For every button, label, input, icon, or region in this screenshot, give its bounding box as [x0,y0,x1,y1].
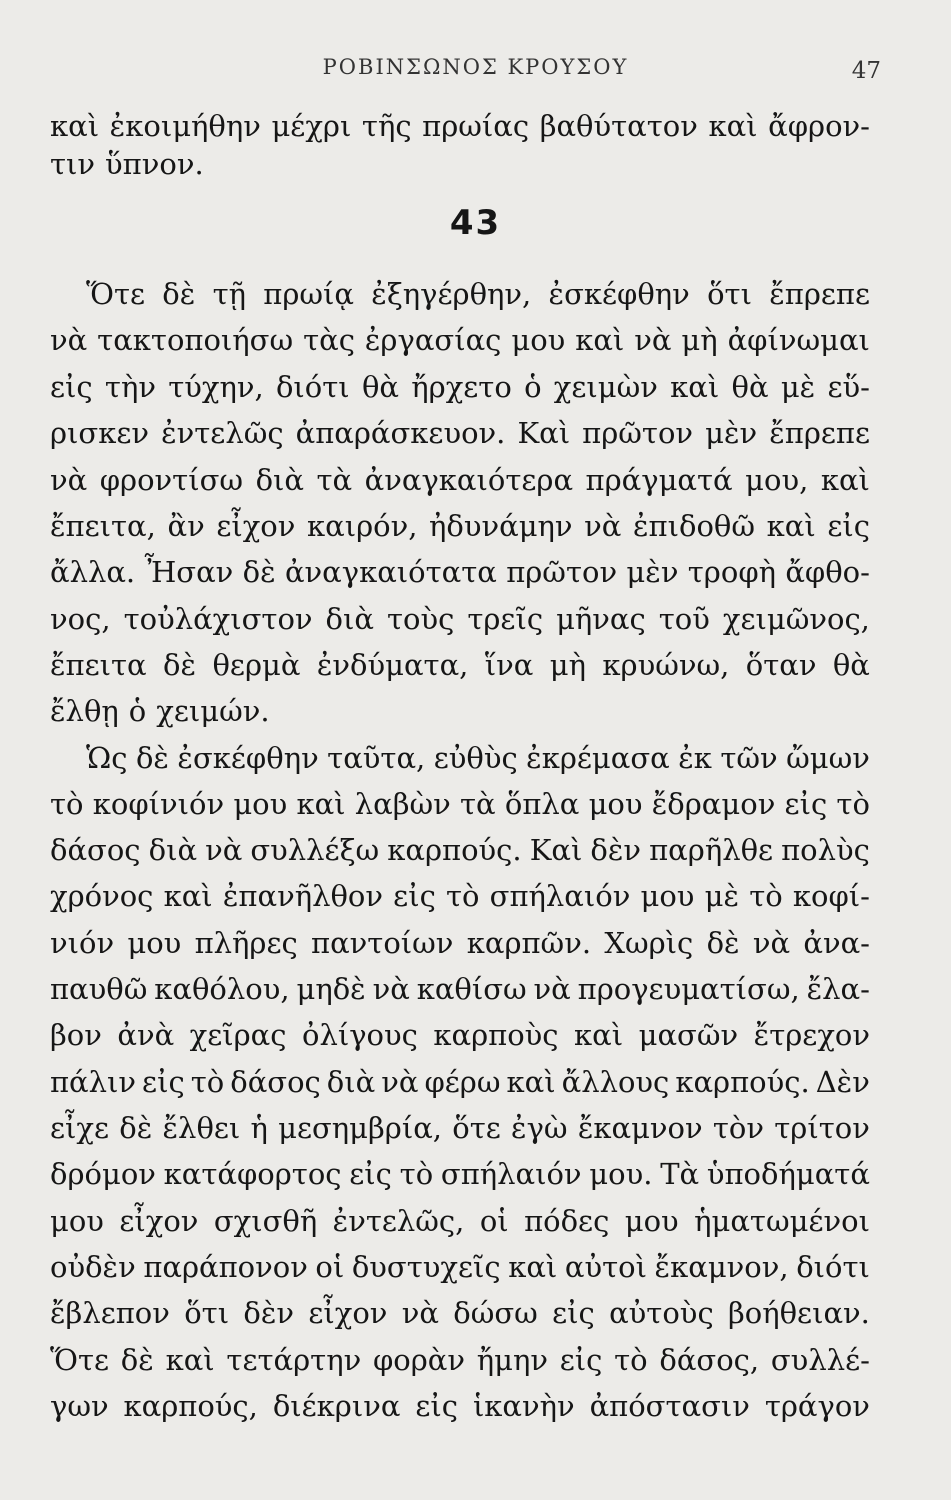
word: πάλιν [50,1065,137,1099]
word: ἐκοιμήθην [109,109,261,143]
word: εὐθὺς [433,741,518,775]
word: ὅτι [707,277,752,311]
word: οἱ [315,1250,345,1284]
word: θὰ [361,370,399,404]
word: διότι [796,1250,870,1284]
word: καὶ [163,879,213,913]
text-line [50,1383,870,1429]
word: εἶχον [308,1296,388,1330]
word: μὲ [704,879,740,913]
word: θὰ [731,370,769,404]
text-line [50,503,870,549]
word: ἐσκέφθην [177,741,319,775]
word: ἐκ [678,741,712,775]
word: νὰ [205,833,243,867]
word: θερμὰ [212,648,301,682]
text-line [50,317,870,363]
word: τὸ [50,787,84,821]
word: εἰς [393,879,436,913]
word: γων [50,1389,109,1423]
text-line [50,549,870,595]
word: καθίσω [416,972,527,1006]
text-line [50,1012,870,1058]
word: βον [50,1018,102,1052]
word: κρυώνω, [602,648,730,682]
word: παντοίων [311,926,454,960]
text-line [50,1105,870,1151]
word: ἐντελῶς [161,416,284,450]
word: τὸ [614,1343,648,1377]
word: ἔλα- [806,972,870,1006]
word: συλλέ- [770,1343,870,1377]
text-line [50,1059,870,1105]
word: ὕπνον. [105,147,204,181]
word: ταῦτα, [327,741,426,775]
word: νὰ [634,323,672,357]
word: εἰς [559,1343,603,1377]
word: ἐγὼ [511,1111,568,1145]
word: δάσος [230,1065,321,1099]
word: ἵνα [484,648,534,682]
word: χρόνος [50,879,154,913]
word: τὴν [104,370,156,404]
word: νὰ [381,1065,419,1099]
word: τιν [50,147,96,181]
word: μου [588,787,643,821]
word: πρῶτον [506,555,618,589]
text-line [50,920,870,966]
text-line [86,271,870,317]
word: Καὶ [517,416,571,450]
word: χειμών. [156,694,270,728]
text-line [50,1244,870,1290]
text-line [50,596,870,642]
word: Ὅτε [86,277,146,311]
word: ἐκρέμασα [526,741,670,775]
word: ἐσκέφθην [548,277,690,311]
word: καὶ [574,1018,624,1052]
word: παυθῶ [50,972,148,1006]
word: μου, [745,463,809,497]
word: ἄφρον- [768,109,870,143]
word: δρόμον [50,1157,156,1191]
word: σχισθῆ [213,1204,318,1238]
word: Ὅτε [50,1343,110,1377]
word: ἔδραμον [651,787,776,821]
word: ἔτρεχον [753,1018,870,1052]
word: μου [233,787,288,821]
word: ἐνδύματα, [316,648,469,682]
word: μὲ [780,370,816,404]
word: καὶ [506,1065,556,1099]
word: καρποὺς [433,1018,559,1052]
word: ἀνα- [803,926,870,960]
word: πρωίᾳ [263,277,354,311]
word: πόδες [524,1204,610,1238]
word: μῆνας [556,602,646,636]
word: Τὰ [660,1157,700,1191]
word: καὶ [508,1250,558,1284]
word: ὅτι [184,1296,230,1330]
word: νος, [50,602,111,636]
word: εἶχε [50,1111,109,1145]
word: τὸν [712,1111,765,1145]
text-line [50,781,870,827]
word: καιρόν, [306,509,418,543]
word: καρπούς. [675,1065,810,1099]
word: ὅταν [745,648,817,682]
word: Ἦσαν [144,555,234,589]
word: διὰ [325,602,374,636]
word: διέκρινα [272,1389,401,1423]
word: χεῖρας [189,1018,287,1052]
text-line [50,966,870,1012]
word: τρίτον [774,1111,870,1145]
word: βαθύτατον [539,109,698,143]
word: δάσος, [659,1343,760,1377]
word: φροντίσω [99,463,244,497]
text-line [50,1337,870,1383]
word: σπήλαιόν [440,1157,582,1191]
word: μηδὲ [296,972,366,1006]
word: δὲ [706,926,740,960]
word: ἱκανὴν [472,1389,575,1423]
word: ἔκαμνον, [654,1250,789,1284]
word: εἶχον [119,1204,199,1238]
word: ἔπρεπε [769,277,870,311]
word: Δὲν [815,1065,870,1099]
word: ἀπόστασιν [589,1389,750,1423]
word: καὶ [820,463,870,497]
word: σπήλαιόν [489,879,631,913]
word: ἂν [167,509,205,543]
word: Ὡς [86,741,128,775]
word: ἀνὰ [117,1018,175,1052]
word: τοῦ [658,602,710,636]
word: οὐδὲν [50,1250,136,1284]
word: πρωίας [422,109,530,143]
word: τὸ [445,879,480,913]
word: τῇ [212,277,247,311]
word: ἠδυνάμην [429,509,573,543]
word: χειμὼν [553,370,658,404]
word: καρπῶν. [466,926,592,960]
word: δὲ [162,277,196,311]
word: εἰς [349,1157,392,1191]
word: ἀναγκαιότερα [364,463,574,497]
word: εἰς [50,370,93,404]
word: ἔπρεπε [769,416,870,450]
word: εἰς [415,1389,459,1423]
word: τρεῖς [467,602,544,636]
word: εὕ- [827,370,870,404]
word: ἔκαμνον [577,1111,703,1145]
word: τετάρτην [226,1343,362,1377]
word: τροφὴ [687,555,776,589]
word: ρισκεν [50,416,149,450]
text-line [50,688,870,734]
text-line [50,1290,870,1336]
word: καὶ [296,787,346,821]
word: καθόλου, [154,972,290,1006]
word: μου [624,1204,679,1238]
word: καὶ [165,1343,215,1377]
word: τῶν [720,741,778,775]
word: δὲ [242,555,276,589]
word: τὰ [316,463,353,497]
word: καὶ [50,109,100,143]
word: μὲν [626,555,679,589]
word: ἐξηγέρθην, [371,277,532,311]
word: τράγον [764,1389,870,1423]
text-line [50,827,870,873]
word: ἐπιδοθῶ [633,509,756,543]
word: λαβὼν [354,787,451,821]
word: πράγματά [585,463,733,497]
word: μου [50,1204,104,1238]
word: τύχην, [168,370,264,404]
word: προγευματίσω, [577,972,800,1006]
word: τῆς [361,109,412,143]
word: συλλέξω [250,833,380,867]
text-line [50,873,870,919]
word: χειμῶνος, [722,602,870,636]
chapter-number: 43 [449,203,502,243]
word: βοήθειαν. [728,1296,870,1330]
word: νιόν [50,926,115,960]
word: καρπούς, [123,1389,258,1423]
word: πλῆρες [194,926,298,960]
word: ἤρχετο [411,370,512,404]
word: τακτοποιήσω [97,323,294,357]
word: τὸ [399,1157,434,1191]
word: ὁ [128,694,147,728]
word: ἀπαράσκευον. [295,416,506,450]
word: καὶ [575,323,625,357]
word: τὸ [749,879,783,913]
text-line [50,364,870,410]
word: δώσω [453,1296,538,1330]
running-title: ΡΟΒΙΝΣΩΝΟΣ ΚΡΟΥΣΟΥ [322,55,629,79]
word: δὲ [119,1111,153,1145]
word: εἶχον [216,509,296,543]
word: αὐτοὶ [564,1250,647,1284]
word: εἰς [827,509,870,543]
word: μου [640,879,695,913]
word: κοφίνιόν [92,787,225,821]
word: ἔλθῃ [50,694,119,728]
word: θὰ [832,648,870,682]
word: ἐργασίας [364,323,502,357]
word: νὰ [50,323,88,357]
text-line [50,1198,870,1244]
word: ὅπλα [504,787,580,821]
word: ἄλλα. [50,555,136,589]
word: ὅτε [452,1111,501,1145]
word: εἰς [552,1296,595,1330]
word: ἡματωμένοι [694,1204,870,1238]
word: νὰ [752,926,791,960]
word: φορὰν [372,1343,465,1377]
word: κατάφορτος [163,1157,342,1191]
word: πρῶτον [582,416,694,450]
word: νὰ [533,972,571,1006]
word: καρπούς. [387,833,522,867]
word: μέχρι [271,109,352,143]
word: φέρω [424,1065,501,1099]
word: ἡ [250,1111,268,1145]
text-line [50,410,870,456]
text-line [50,141,870,187]
word: αὐτοὺς [609,1296,714,1330]
word: εἰς [142,1065,185,1099]
word: μασῶν [638,1018,739,1052]
word: μου. [589,1157,653,1191]
word: καὶ [766,509,816,543]
word: νὰ [372,972,410,1006]
word: ἔλθει [162,1111,241,1145]
word: δὲν [243,1296,295,1330]
word: οἱ [479,1204,509,1238]
word: τὰς [303,323,355,357]
word: μου [511,323,566,357]
word: παράπονον [143,1250,308,1284]
word: ἔπειτα, [50,509,156,543]
word: μου [127,926,182,960]
word: δάσος [50,833,141,867]
word: ἔπειτα [50,648,147,682]
word: Χωρὶς [604,926,694,960]
word: ἤμην [476,1343,548,1377]
word: νὰ [50,463,88,497]
word: ἀφίνωμαι [727,323,870,357]
page-number: 47 [851,58,881,84]
word: νὰ [584,509,622,543]
word: τὸ [836,787,870,821]
word: παρῆλθε [649,833,774,867]
word: εἰς [784,787,828,821]
word: δὲ [135,741,169,775]
word: ἄλλους [561,1065,670,1099]
word: διότι [275,370,350,404]
word: ἄφθο- [785,555,870,589]
word: τὸ [190,1065,225,1099]
word: διὰ [148,833,198,867]
word: ὀλίγους [302,1018,418,1052]
word: δὲν [590,833,642,867]
word: ἔβλεπον [50,1296,170,1330]
word: πολὺς [781,833,870,867]
word: ἀναγκαιότατα [284,555,497,589]
word: κοφί- [792,879,870,913]
word: διὰ [326,1065,376,1099]
word: καὶ [708,109,758,143]
word: μὴ [681,323,718,357]
word: μὲν [705,416,758,450]
word: νὰ [401,1296,439,1330]
word: διὰ [255,463,304,497]
text-line [50,457,870,503]
word: ἐπανῆλθον [222,879,383,913]
word: δὲ [163,648,197,682]
word: ὁ [524,370,542,404]
word: τοὺς [386,602,455,636]
text-line [50,642,870,688]
word: ἐντελῶς, [332,1204,465,1238]
word: δυστυχεῖς [351,1250,501,1284]
word: ὤμων [786,741,870,775]
word: τοὐλάχιστον [123,602,313,636]
text-line [86,735,870,781]
text-line [50,1151,870,1197]
word: καὶ [670,370,720,404]
word: μὴ [549,648,586,682]
word: Καὶ [529,833,583,867]
word: τὰ [460,787,496,821]
word: μεσημβρία, [278,1111,443,1145]
word: ὑποδήματά [706,1157,870,1191]
word: δὲ [120,1343,154,1377]
